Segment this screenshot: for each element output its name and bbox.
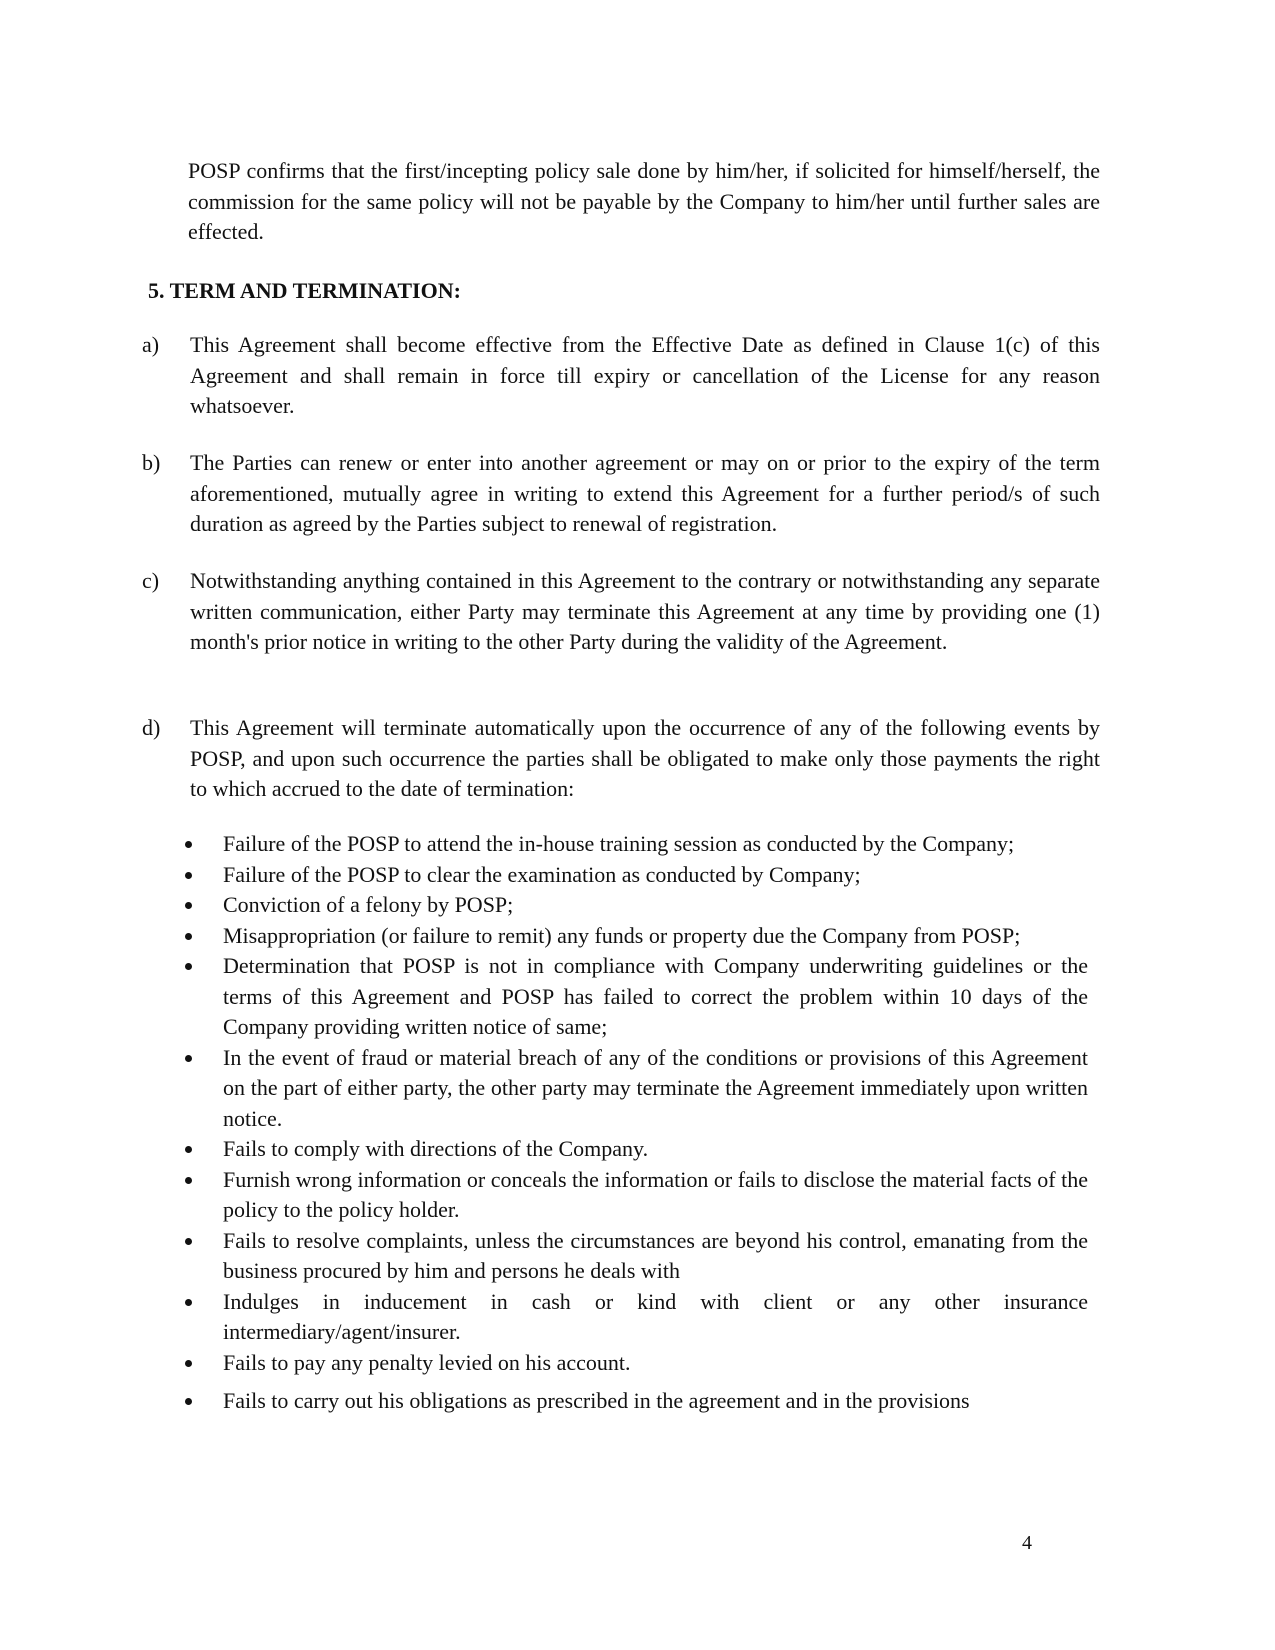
list-item <box>183 890 1088 921</box>
list-item <box>183 1165 1088 1226</box>
clause-label: d) <box>142 715 161 740</box>
intro-paragraph: POSP confirms that the first/incepting policy sale done by him/her, if solicited for himself/herself, the commission for the same policy will not be payable by the Company to him/her until further sales are effected. <box>188 158 1100 244</box>
list-item-text: Failure of the POSP to clear the examination as conducted by Company; <box>223 861 861 887</box>
bullet-icon <box>185 872 192 879</box>
clause-c <box>142 566 1100 658</box>
clause-a <box>142 330 1100 422</box>
clause-b <box>142 448 1100 540</box>
list-item <box>183 829 1088 860</box>
clause-text: The Parties can renew or enter into another agreement or may on or prior to the expiry of the term aforementioned, mutually agree in writing to extend this Agreement for a further period/s of such duration as agreed by the Parties subject to renewal of registration. <box>190 450 1100 536</box>
list-item-text: Fails to resolve complaints, unless the circumstances are beyond his control, emanating from the business procured by him and persons he deals with <box>223 1227 1088 1283</box>
bullet-icon <box>185 1177 192 1184</box>
clause-text: This Agreement shall become effective from the Effective Date as defined in Clause 1(c) of this Agreement and shall remain in force till expiry or cancellation of the License for any reason whatsoever. <box>190 332 1100 418</box>
clause-text: Notwithstanding anything contained in this Agreement to the contrary or notwithstanding any separate written communication, either Party may terminate this Agreement at any time by providing one (1) month's prior notice in writing to the other Party during the validity of the Agreement. <box>190 568 1100 654</box>
page-number: 4 <box>1022 1532 1032 1554</box>
bullet-icon <box>185 1238 192 1245</box>
list-item-text: Fails to carry out his obligations as prescribed in the agreement and in the provisions <box>223 1388 970 1413</box>
list-item-text: Determination that POSP is not in compliance with Company underwriting guidelines or the terms of this Agreement and POSP has failed to correct the problem within 10 days of the Company providing written notice of same; <box>223 953 1088 1039</box>
list-item <box>183 860 1088 891</box>
bullet-icon <box>185 1360 192 1367</box>
list-item-text: Fails to comply with directions of the Company. <box>223 1136 649 1161</box>
clause-label: c) <box>142 568 160 593</box>
list-item-text: Misappropriation (or failure to remit) any funds or property due the Company from POSP; <box>223 922 1021 948</box>
list-item-text: Failure of the POSP to attend the in-house training session as conducted by the Company; <box>223 831 1015 856</box>
bullet-icon <box>185 902 192 909</box>
termination-events-list <box>183 829 1088 1417</box>
list-item <box>183 1386 1088 1417</box>
list-item-text: Fails to pay any penalty levied on his account. <box>223 1349 631 1375</box>
list-item <box>183 1134 1088 1165</box>
list-item <box>183 1348 1088 1379</box>
bullet-icon <box>185 933 192 940</box>
list-item <box>183 1287 1088 1348</box>
list-item-text: In the event of fraud or material breach of any of the conditions or provisions of this Agreement on the part of either party, the other party may terminate the Agreement immediately upon written notice. <box>223 1044 1088 1131</box>
list-item-text: Conviction of a felony by POSP; <box>223 892 514 917</box>
list-item-text: Indulges in inducement in cash or kind with client or any other insurance intermediary/agent/insurer. <box>223 1288 1088 1344</box>
clause-d <box>142 713 1100 805</box>
bullet-icon <box>185 963 192 970</box>
clause-text: This Agreement will terminate automatically upon the occurrence of any of the following events by POSP, and upon such occurrence the parties shall be obligated to make only those payments the right to which accrued to the date of termination: <box>190 715 1100 801</box>
bullet-icon <box>185 1398 192 1405</box>
list-item-text: Furnish wrong information or conceals the information or fails to disclose the material facts of the policy to the policy holder. <box>223 1166 1088 1222</box>
bullet-icon <box>185 1146 192 1153</box>
bullet-icon <box>185 841 192 848</box>
list-item <box>183 1043 1088 1135</box>
list-item <box>183 951 1088 1043</box>
list-item <box>183 921 1088 952</box>
list-item <box>183 1226 1088 1287</box>
section-heading: 5. TERM AND TERMINATION: <box>148 278 461 303</box>
bullet-icon <box>185 1299 192 1306</box>
clause-label: a) <box>142 332 160 357</box>
bullet-icon <box>185 1055 192 1062</box>
clause-label: b) <box>142 450 161 475</box>
